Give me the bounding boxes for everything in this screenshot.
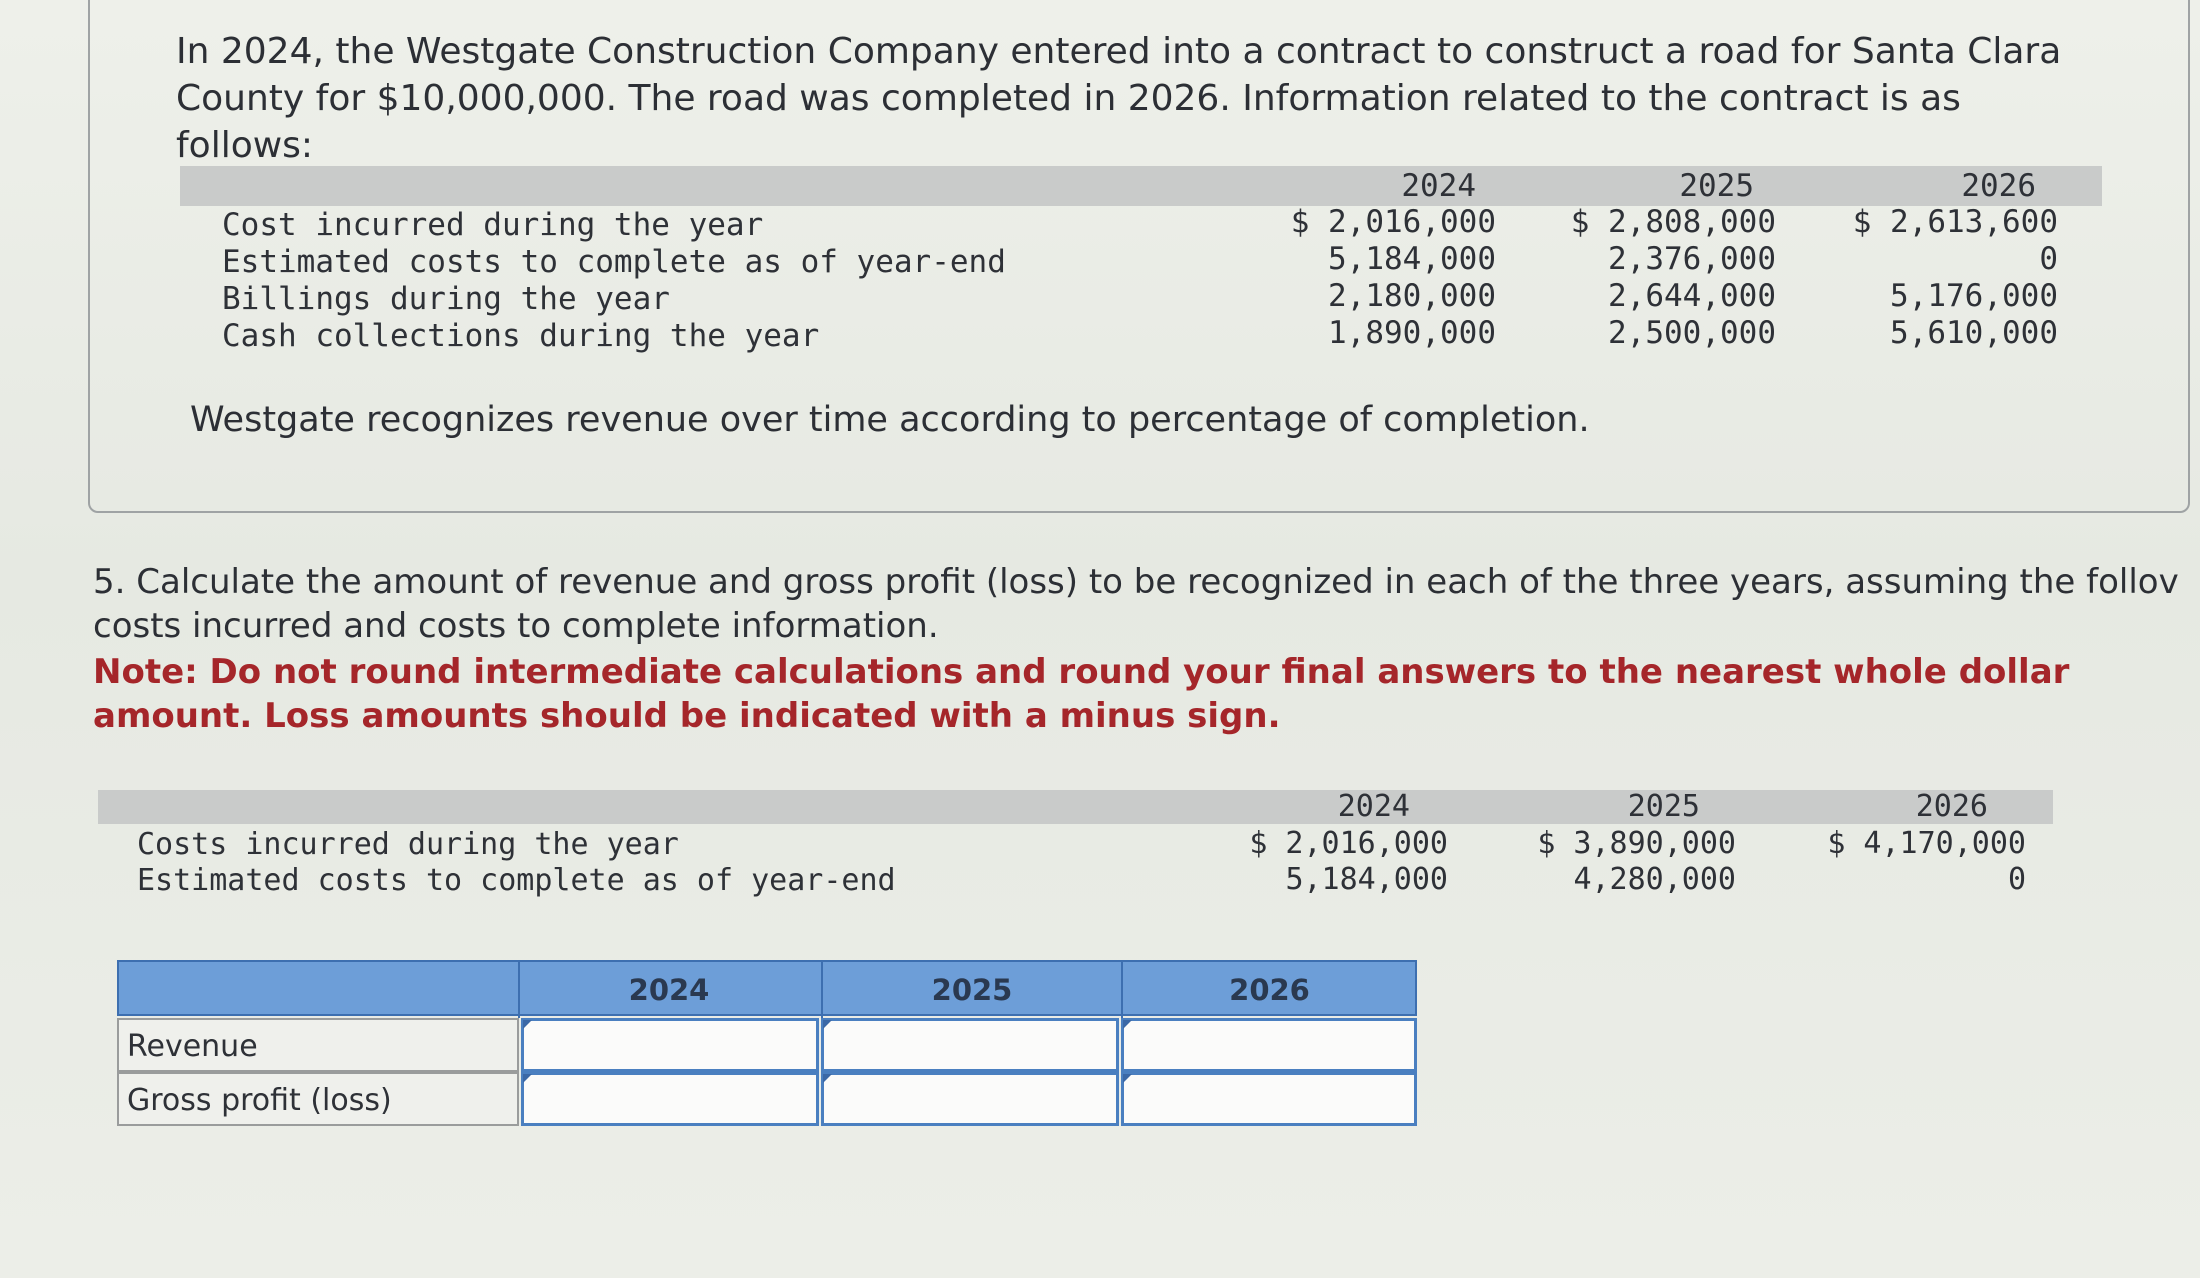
info-cell: 2,500,000 [1608,315,1776,351]
assumption-year-2025: 2025 [1627,789,1700,824]
info-cell: 5,184,000 [1328,241,1496,277]
info-year-2024: 2024 [1401,168,1476,204]
info-cell: 1,890,000 [1328,315,1496,351]
info-row-label: Estimated costs to complete as of year-end [222,244,1006,280]
assumption-cell: 4,280,000 [1573,862,1736,897]
info-cell: $ 2,613,600 [1852,204,2058,240]
assumption-year-2026: 2026 [1915,789,1988,824]
assumption-table-header [98,790,2053,824]
input-marker-icon [523,1020,532,1029]
info-year-2026: 2026 [1961,168,2036,204]
info-cell: 2,644,000 [1608,278,1776,314]
gross-profit-row-label: Gross profit (loss) [117,1072,519,1126]
revenue-2026-input[interactable] [1121,1018,1417,1072]
header-divider [821,962,823,1018]
revenue-recognition-note: Westgate recognizes revenue over time according to percentage of completion. [190,400,1590,440]
info-table-header [180,166,2102,206]
rounding-note: Note: Do not round intermediate calculations and round your final answers to the nearest whole dollar amount. Loss amounts should be indicated with a minus sign. [93,652,2070,736]
question-line-2: costs incurred and costs to complete information. [93,606,939,646]
assumption-cell: $ 4,170,000 [1827,826,2026,861]
gross-profit-2025-input[interactable] [821,1072,1119,1126]
assumption-cell: $ 3,890,000 [1537,826,1736,861]
header-divider [1121,962,1123,1018]
info-cell: 5,176,000 [1890,278,2058,314]
revenue-2024-input[interactable] [521,1018,819,1072]
input-marker-icon [1123,1074,1132,1083]
revenue-2025-input[interactable] [821,1018,1119,1072]
assumption-year-2024: 2024 [1337,789,1410,824]
info-cell: $ 2,016,000 [1290,204,1496,240]
revenue-row-label: Revenue [117,1018,519,1072]
assumption-cell: 5,184,000 [1285,862,1448,897]
assumption-row-label: Estimated costs to complete as of year-end [137,863,896,898]
info-row-label: Cash collections during the year [222,318,820,354]
assumption-cell: $ 2,016,000 [1249,826,1448,861]
answer-col-2025: 2025 [931,973,1013,1007]
answer-table-header [117,960,1417,1016]
info-cell: $ 2,808,000 [1570,204,1776,240]
answer-table [117,960,1417,1126]
gross-profit-2026-input[interactable] [1121,1072,1417,1126]
problem-intro: In 2024, the Westgate Construction Company entered into a contract to construct a road for Santa Clara County for $10,000,000. The road was completed in 2026. Information related to the contract is as follows: [176,31,2062,166]
question-line-1: 5. Calculate the amount of revenue and gross profit (loss) to be recognized in each of the three years, assuming the follov [93,562,2179,602]
info-cell: 2,180,000 [1328,278,1496,314]
gross-profit-2024-input[interactable] [521,1072,819,1126]
input-marker-icon [523,1074,532,1083]
input-marker-icon [823,1074,832,1083]
assumption-cell: 0 [2007,862,2026,897]
info-row-label: Billings during the year [222,281,670,317]
info-cell: 2,376,000 [1608,241,1776,277]
info-cell: 5,610,000 [1890,315,2058,351]
input-marker-icon [1123,1020,1132,1029]
input-marker-icon [823,1020,832,1029]
answer-col-2024: 2024 [628,973,710,1007]
assumption-row-label: Costs incurred during the year [137,827,679,862]
info-cell: 0 [2039,241,2058,277]
answer-col-2026: 2026 [1229,973,1310,1007]
info-year-2025: 2025 [1679,168,1754,204]
info-row-label: Cost incurred during the year [222,207,764,243]
header-divider [518,962,520,1018]
question-text [93,560,2200,648]
